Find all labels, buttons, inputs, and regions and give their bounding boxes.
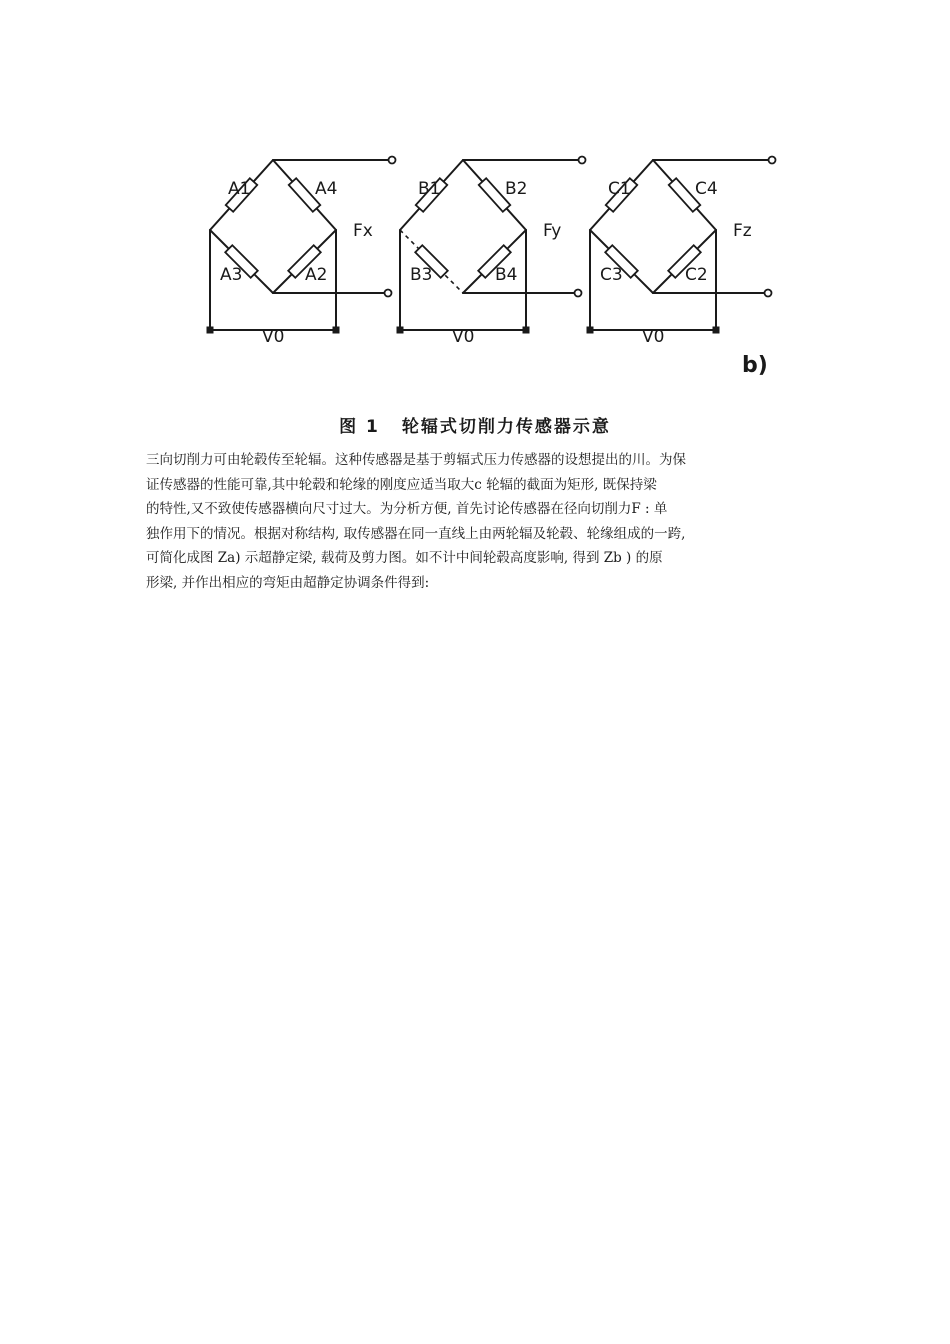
terminal-icon (765, 290, 772, 297)
body-line: 独作用下的情况。根据对称结构, 取传感器在同一直线上由两轮辐及轮毂、轮缘组成的一跨, (146, 525, 686, 542)
terminal-icon (587, 327, 594, 334)
panel-label-b: b) (742, 353, 768, 378)
gauge-label: C4 (695, 179, 718, 199)
gauge-label: B3 (410, 265, 433, 285)
body-line: 三向切削力可由轮毂传至轮辐。这种传感器是基于剪辐式压力传感器的设想提出的川。为保 (146, 452, 686, 468)
terminal-icon (385, 290, 392, 297)
body-line: 可简化成图 Za) 示超静定梁, 载荷及剪力图。如不计中间轮毂高度影响, 得到 Zb ) 的原 (146, 550, 663, 566)
terminal-icon (523, 327, 530, 334)
gauge-label: A4 (315, 179, 338, 199)
body-paragraph (146, 448, 811, 595)
gauge-label: C2 (685, 265, 708, 285)
force-label: Fx (353, 221, 373, 241)
body-line: 证传感器的性能可靠,其中轮毂和轮缘的刚度应适当取大c 轮辐的截面为矩形, 既保持梁 (146, 476, 657, 493)
bridge-diagram (190, 150, 790, 390)
gauge-label: B2 (505, 179, 528, 199)
force-label: Fz (733, 221, 752, 241)
figure-title: 轮辐式切削力传感器示意 (401, 417, 611, 437)
bridge-3 (587, 157, 776, 348)
output-voltage-label: V0 (642, 327, 665, 347)
gauge-label: C3 (600, 265, 623, 285)
terminal-icon (769, 157, 776, 164)
body-line: 的特性,又不致使传感器横向尺寸过大。为分析方便, 首先讨论传感器在径向切削力F : 单 (146, 501, 668, 517)
bridge-2 (397, 157, 586, 348)
gauge-label: A3 (220, 265, 243, 285)
figure-number: 图 1 (339, 417, 380, 437)
terminal-icon (397, 327, 404, 334)
bridge-1 (207, 157, 396, 348)
figure-caption (0, 412, 950, 437)
output-voltage-label: V0 (452, 327, 475, 347)
terminal-icon (389, 157, 396, 164)
terminal-icon (579, 157, 586, 164)
output-voltage-label: V0 (262, 327, 285, 347)
terminal-icon (207, 327, 214, 334)
body-line: 形梁, 并作出相应的弯矩由超静定协调条件得到: (146, 574, 430, 591)
bridge-circuit-figure (190, 150, 790, 390)
gauge-label: C1 (608, 179, 631, 199)
gauge-label: B1 (418, 179, 441, 199)
terminal-icon (333, 327, 340, 334)
gauge-label: A1 (228, 179, 251, 199)
gauge-label: A2 (305, 265, 328, 285)
terminal-icon (575, 290, 582, 297)
terminal-icon (713, 327, 720, 334)
force-label: Fy (543, 221, 562, 241)
gauge-label: B4 (495, 265, 518, 285)
